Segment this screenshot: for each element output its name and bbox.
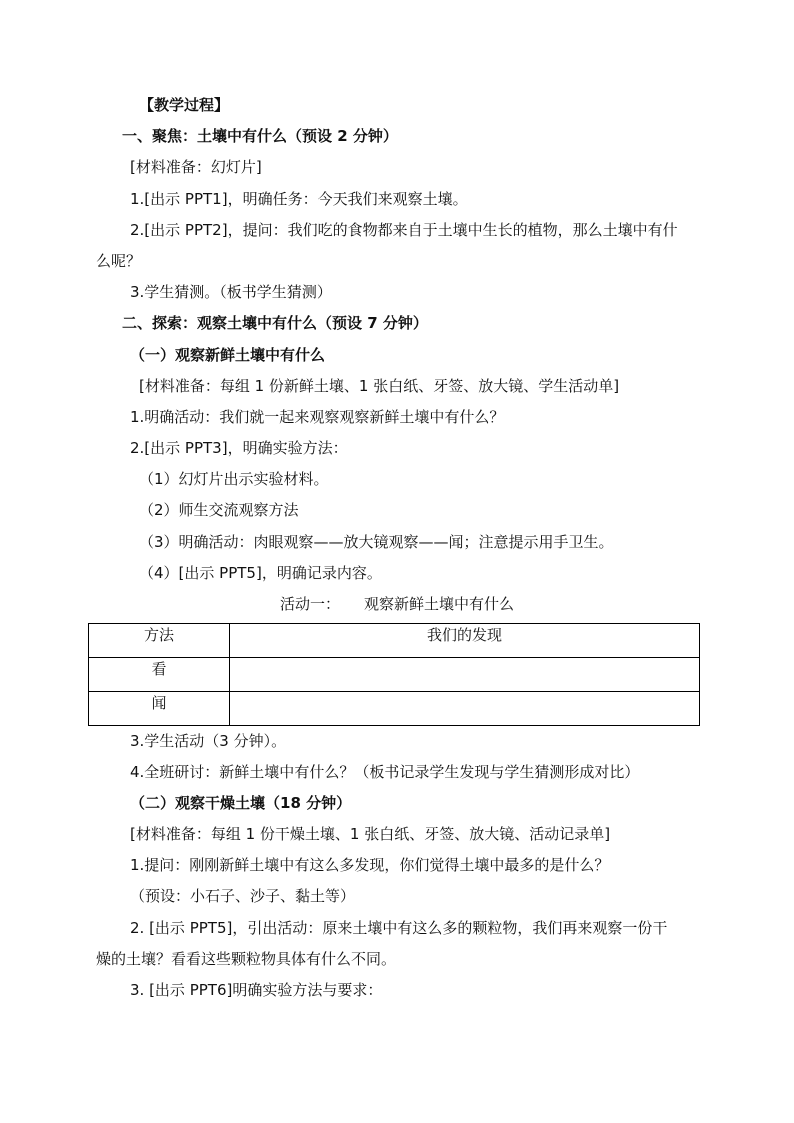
section1-step2-line2: 么呢？ xyxy=(96,252,142,270)
sub1-step1: 1.明确活动：我们就一起来观察观察新鲜土壤中有什么？ xyxy=(130,408,505,426)
section-heading: 【教学过程】 xyxy=(139,96,230,114)
section1-material: [材料准备：幻灯片] xyxy=(130,158,262,176)
sub1-step2: 2.[出示 PPT3]，明确实验方法： xyxy=(130,439,348,457)
table-header-row xyxy=(89,624,700,658)
table-caption-label: 活动一： xyxy=(279,595,340,613)
sub2-material: [材料准备：每组 1 份干燥土壤、1 张白纸、牙签、放大镜、活动记录单] xyxy=(130,825,611,843)
section1-step1: 1.[出示 PPT1]，明确任务：今天我们来观察土壤。 xyxy=(130,190,468,208)
table-header-findings: 我们的发现 xyxy=(230,624,700,658)
sub1-material: [材料准备：每组 1 份新鲜土壤、1 张白纸、牙签、放大镜、学生活动单] xyxy=(139,377,620,395)
table-row xyxy=(89,692,700,726)
table-cell-finding xyxy=(230,692,700,726)
sub1-item-3: （3）明确活动：肉眼观察——放大镜观察——闻；注意提示用手卫生。 xyxy=(139,533,614,551)
section1-title: 一、聚焦：土壤中有什么（预设 2 分钟） xyxy=(122,127,398,145)
sub1-item-1: （1）幻灯片出示实验材料。 xyxy=(139,470,329,488)
sub2-step2-line1: 2. [出示 PPT5]，引出活动：原来土壤中有这么多的颗粒物，我们再来观察一份干 xyxy=(130,919,668,937)
record-table xyxy=(88,623,700,726)
sub2-step1: 1.提问：刚刚新鲜土壤中有这么多发现，你们觉得土壤中最多的是什么？ xyxy=(130,856,610,874)
sub2-step2-line2: 燥的土壤？看看这些颗粒物具体有什么不同。 xyxy=(96,950,397,968)
sub1-step4: 4.全班研讨：新鲜土壤中有什么？（板书记录学生发现与学生猜测形成对比） xyxy=(130,763,640,781)
table-caption-title: 观察新鲜土壤中有什么 xyxy=(364,595,515,613)
section1-step2-line1: 2.[出示 PPT2]，提问：我们吃的食物都来自于土壤中生长的植物，那么土壤中有什 xyxy=(130,221,678,239)
sub2-step3: 3. [出示 PPT6]明确实验方法与要求： xyxy=(130,981,383,999)
sub1-item-2: （2）师生交流观察方法 xyxy=(139,501,299,519)
table-caption xyxy=(0,594,794,614)
table-header-method: 方法 xyxy=(89,624,230,658)
table-cell-finding xyxy=(230,658,700,692)
sub1-step3: 3.学生活动（3 分钟）。 xyxy=(130,732,287,750)
section2-title: 二、探索：观察土壤中有什么（预设 7 分钟） xyxy=(122,314,428,332)
sub2-step1-note: （预设：小石子、沙子、黏土等） xyxy=(130,887,356,905)
table-cell-method: 看 xyxy=(89,658,230,692)
table-cell-method: 闻 xyxy=(89,692,230,726)
sub1-title: （一）观察新鲜土壤中有什么 xyxy=(130,346,326,364)
section1-step3: 3.学生猜测。（板书学生猜测） xyxy=(130,283,332,301)
sub2-title: （二）观察干燥土壤（18 分钟） xyxy=(130,794,352,812)
sub1-item-4: （4）[出示 PPT5]，明确记录内容。 xyxy=(139,564,382,582)
table-row xyxy=(89,658,700,692)
